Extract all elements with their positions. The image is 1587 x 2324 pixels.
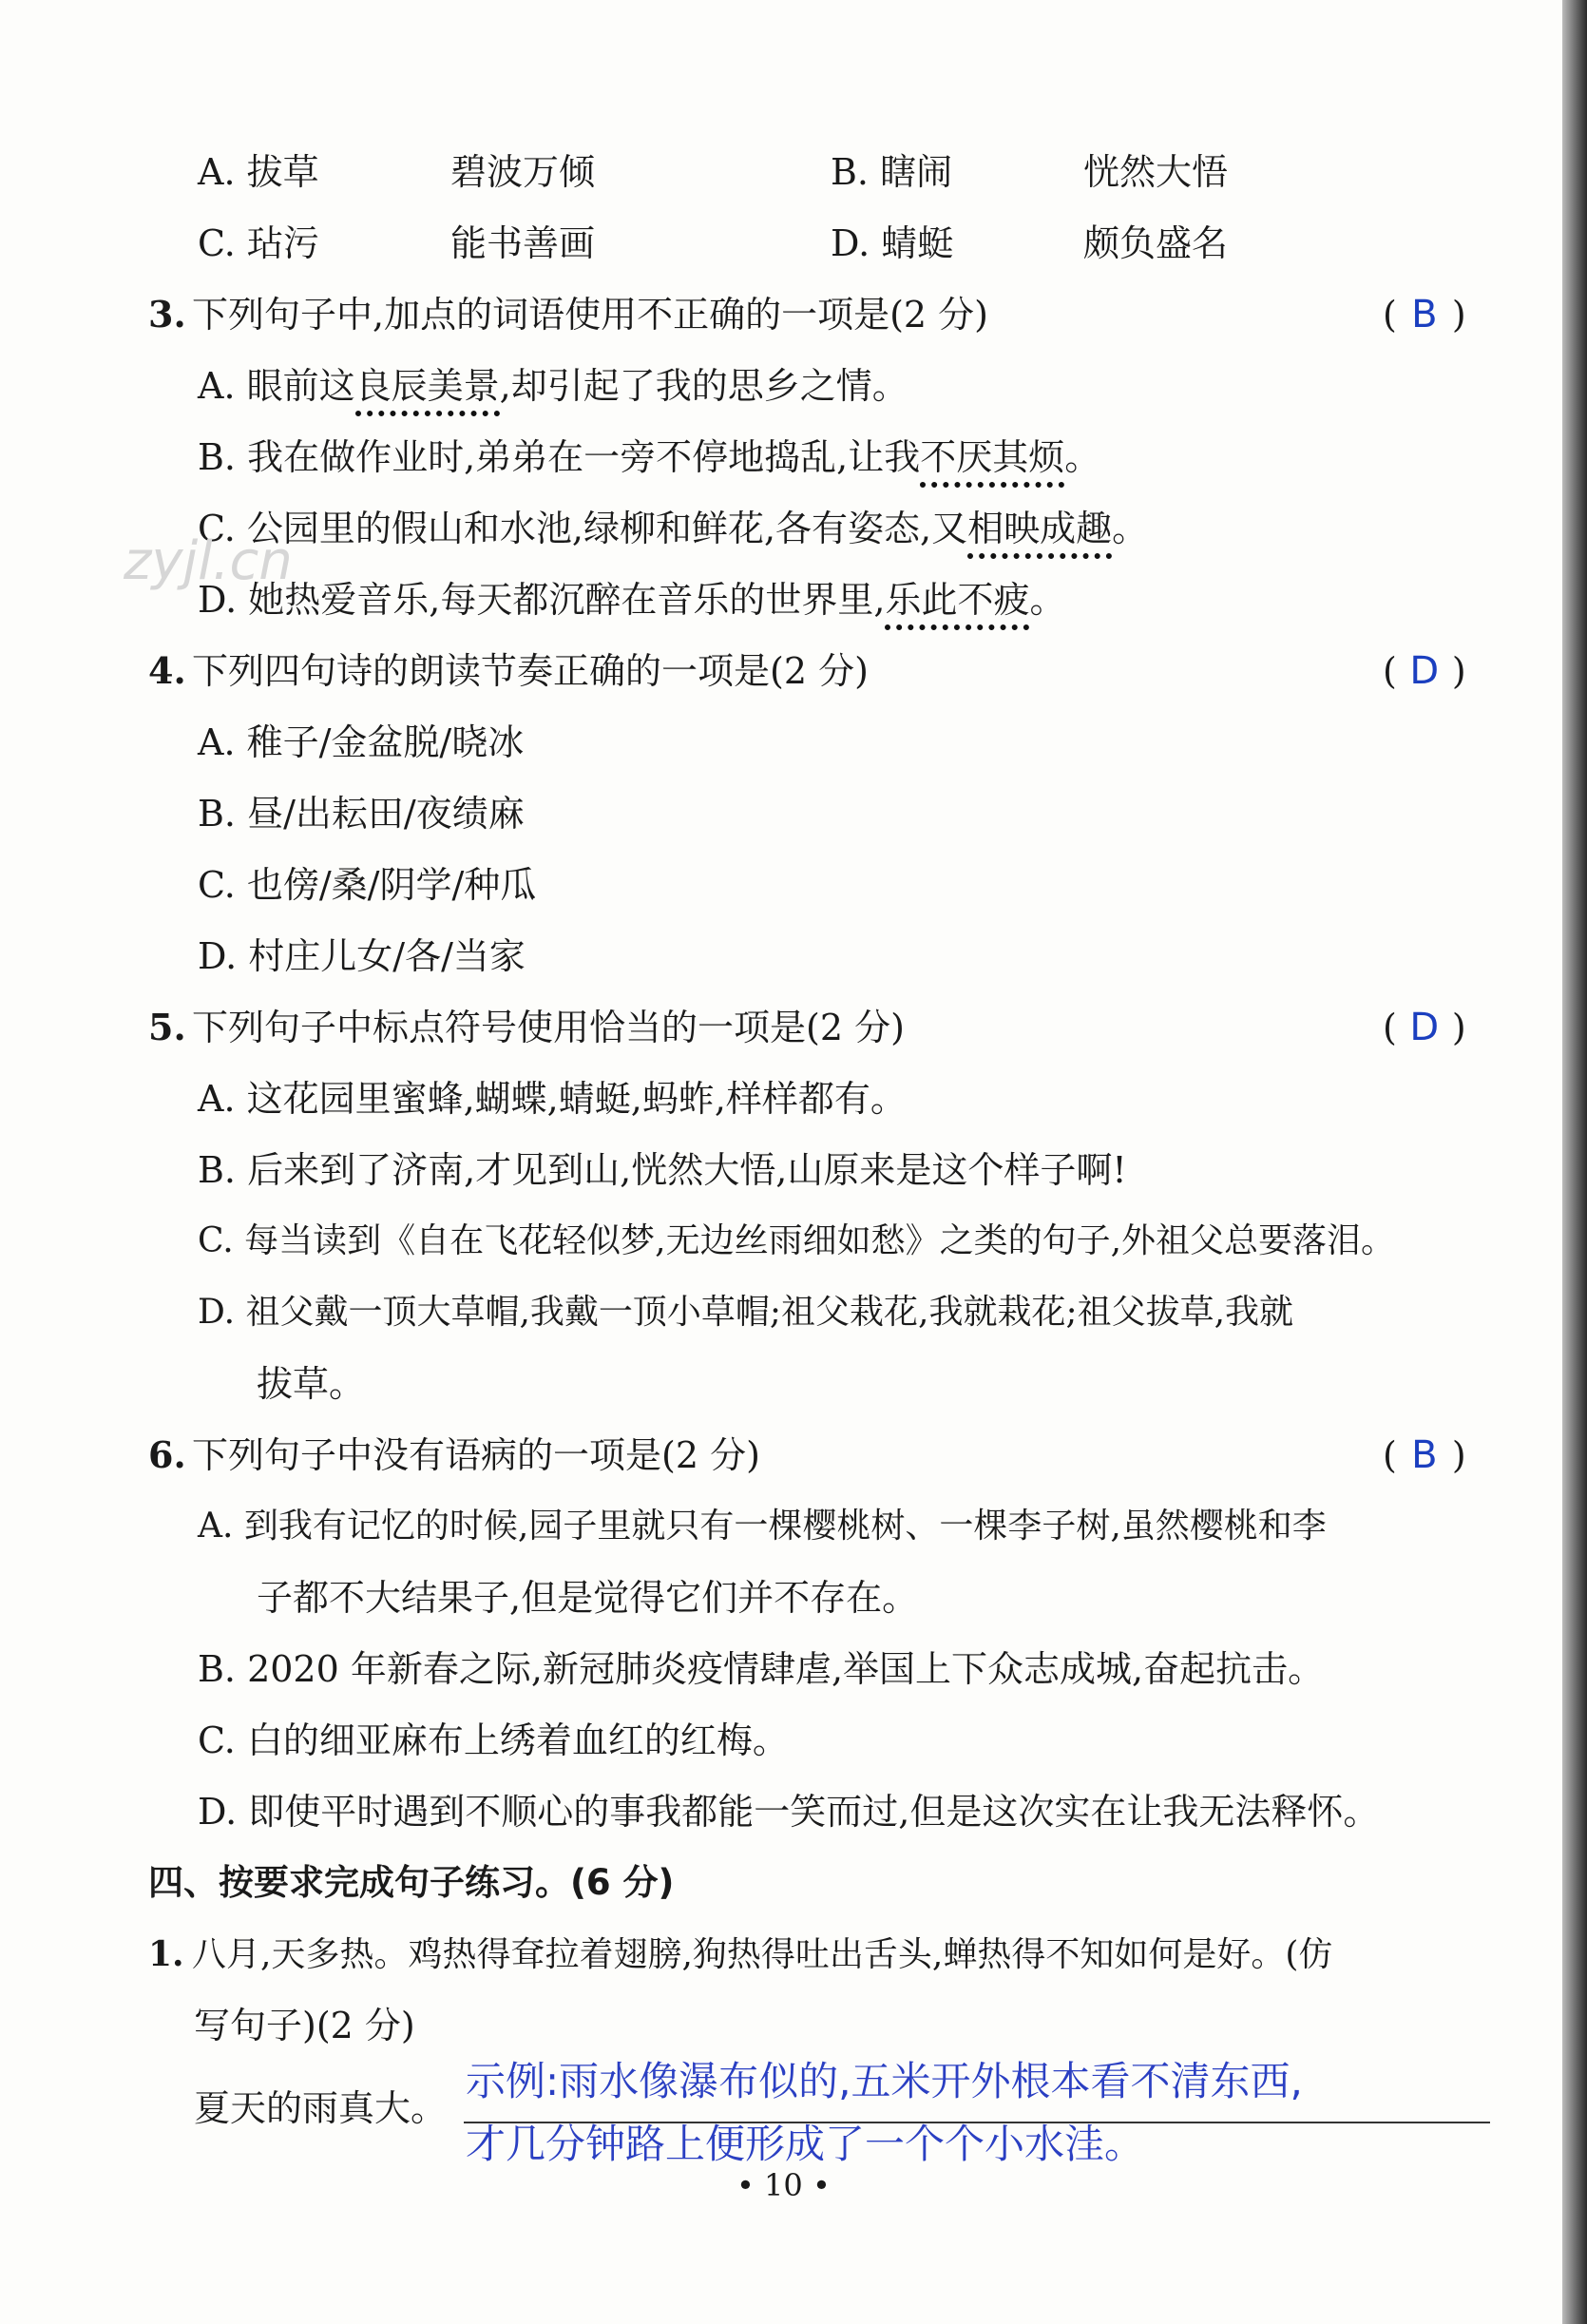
option-label: B. xyxy=(831,151,870,193)
q2-option-d-idiom: 颇负盛名 xyxy=(1083,222,1229,264)
question-text: 八月,天多热。鸡热得耷拉着翅膀,狗热得吐出舌头,蝉热得不知如何是好。(仿 xyxy=(192,1935,1333,1974)
question-text: 下列句子中标点符号使用恰当的一项是(2 分) xyxy=(192,1007,905,1048)
option-label: D. xyxy=(831,222,870,264)
question-number: 1. xyxy=(148,1934,184,1974)
q5-option-a: A. 这花园里蜜蜂,蝴蝶,蜻蜓,蚂蚱,样样都有。 xyxy=(198,1078,907,1120)
q3-stem xyxy=(148,291,988,338)
option-label: A. xyxy=(198,151,236,193)
q4-option-d: D. 村庄儿女/各/当家 xyxy=(198,935,526,977)
q6-option-d: D. 即使平时遇到不顺心的事我都能一笑而过,但是这次实在让我无法释怀。 xyxy=(198,1791,1380,1833)
option-word: 瞎闹 xyxy=(880,151,953,193)
q6-option-a-line1: A. 到我有记忆的时候,园子里就只有一棵樱桃树、一棵李子树,虽然樱桃和李 xyxy=(198,1507,1327,1546)
q3-option-b: B. 我在做作业时,弟弟在一旁不停地捣乱,让我不厌其烦。 xyxy=(198,433,1100,481)
question-text: 下列四句诗的朗读节奏正确的一项是(2 分) xyxy=(192,650,869,692)
watermark: zyjl.cn xyxy=(124,530,293,592)
q2-option-d xyxy=(831,220,953,267)
option-word: 拔草 xyxy=(246,151,319,193)
option-word: 玷污 xyxy=(246,222,319,264)
question-text: 下列句子中,加点的词语使用不正确的一项是(2 分) xyxy=(192,294,988,336)
question-number: 6. xyxy=(148,1433,186,1476)
q5-option-d-line2: 拔草。 xyxy=(257,1363,366,1405)
dotted-phrase: 不厌其烦 xyxy=(920,436,1064,488)
page-edge-shadow xyxy=(1562,0,1587,2324)
question-number: 5. xyxy=(148,1006,186,1048)
q2-option-b-idiom: 恍然大悟 xyxy=(1083,151,1229,193)
s4q1-stem-line1 xyxy=(148,1930,1332,1979)
s4q1-stem-line2: 写句子)(2 分) xyxy=(194,2005,415,2046)
q6-option-b: B. 2020 年新春之际,新冠肺炎疫情肆虐,举国上下众志成城,奋起抗击。 xyxy=(198,1648,1325,1690)
section-heading: 四、按要求完成句子练习。(6 分) xyxy=(148,1862,675,1903)
q6-stem xyxy=(148,1431,760,1479)
q5-option-b: B. 后来到了济南,才见到山,恍然大悟,山原来是这个样子啊! xyxy=(198,1149,1127,1191)
q4-answer-bracket: ( D ) xyxy=(1383,649,1466,693)
q4-answer: D xyxy=(1409,649,1440,693)
question-number: 4. xyxy=(148,649,186,692)
dotted-phrase: 乐此不疲 xyxy=(885,579,1029,630)
dotted-phrase: 相映成趣 xyxy=(967,508,1112,559)
q4-option-b: B. 昼/出耘田/夜绩麻 xyxy=(198,793,525,835)
q3-option-a: A. 眼前这良辰美景,却引起了我的思乡之情。 xyxy=(198,362,908,410)
q5-answer: D xyxy=(1409,1006,1440,1049)
q6-answer-bracket: ( B ) xyxy=(1383,1433,1466,1477)
page-number: • 10 • xyxy=(736,2167,831,2203)
q2-option-a xyxy=(198,148,319,196)
option-label: C. xyxy=(198,222,236,264)
q5-stem xyxy=(148,1004,905,1051)
question-text: 下列句子中没有语病的一项是(2 分) xyxy=(192,1434,760,1476)
q3-option-d: D. 她热爱音乐,每天都沉醉在音乐的世界里,乐此不疲。 xyxy=(198,576,1065,624)
q4-stem xyxy=(148,647,869,695)
q2-option-c-idiom: 能书善画 xyxy=(450,222,596,264)
q5-option-d-line1: D. 祖父戴一顶大草帽,我戴一顶小草帽;祖父栽花,我就栽花;祖父拔草,我就 xyxy=(198,1293,1294,1332)
q3-option-c: C. 公园里的假山和水池,绿柳和鲜花,各有姿态,又相映成趣。 xyxy=(198,505,1148,552)
q2-option-b xyxy=(831,148,952,196)
q5-answer-bracket: ( D ) xyxy=(1383,1006,1466,1049)
q6-answer: B xyxy=(1411,1433,1438,1477)
option-word: 蜻蜓 xyxy=(881,222,954,264)
q4-option-c: C. 也傍/桑/阴学/种瓜 xyxy=(198,864,537,906)
q2-option-c xyxy=(198,220,319,267)
q4-option-a: A. 稚子/金盆脱/晓冰 xyxy=(198,721,525,763)
question-number: 3. xyxy=(148,293,186,336)
handwritten-answer-line1: 示例:雨水像瀑布似的,五米开外根本看不清东西, xyxy=(466,2058,1303,2104)
q2-option-a-idiom: 碧波万倾 xyxy=(450,151,596,193)
dotted-phrase: 良辰美景 xyxy=(355,365,500,416)
handwritten-answer-line2: 才几分钟路上便形成了一个个小水洼。 xyxy=(466,2121,1145,2167)
s4q1-prompt: 夏天的雨真大。 xyxy=(194,2087,448,2129)
q5-option-c: C. 每当读到《自在飞花轻似梦,无边丝雨细如愁》之类的句子,外祖父总要落泪。 xyxy=(198,1221,1396,1260)
q3-answer-bracket: ( B ) xyxy=(1383,293,1466,336)
q6-option-c: C. 白的细亚麻布上绣着血红的红梅。 xyxy=(198,1719,789,1761)
q3-answer: B xyxy=(1411,293,1438,336)
q6-option-a-line2: 子都不大结果子,但是觉得它们并不存在。 xyxy=(257,1577,919,1619)
